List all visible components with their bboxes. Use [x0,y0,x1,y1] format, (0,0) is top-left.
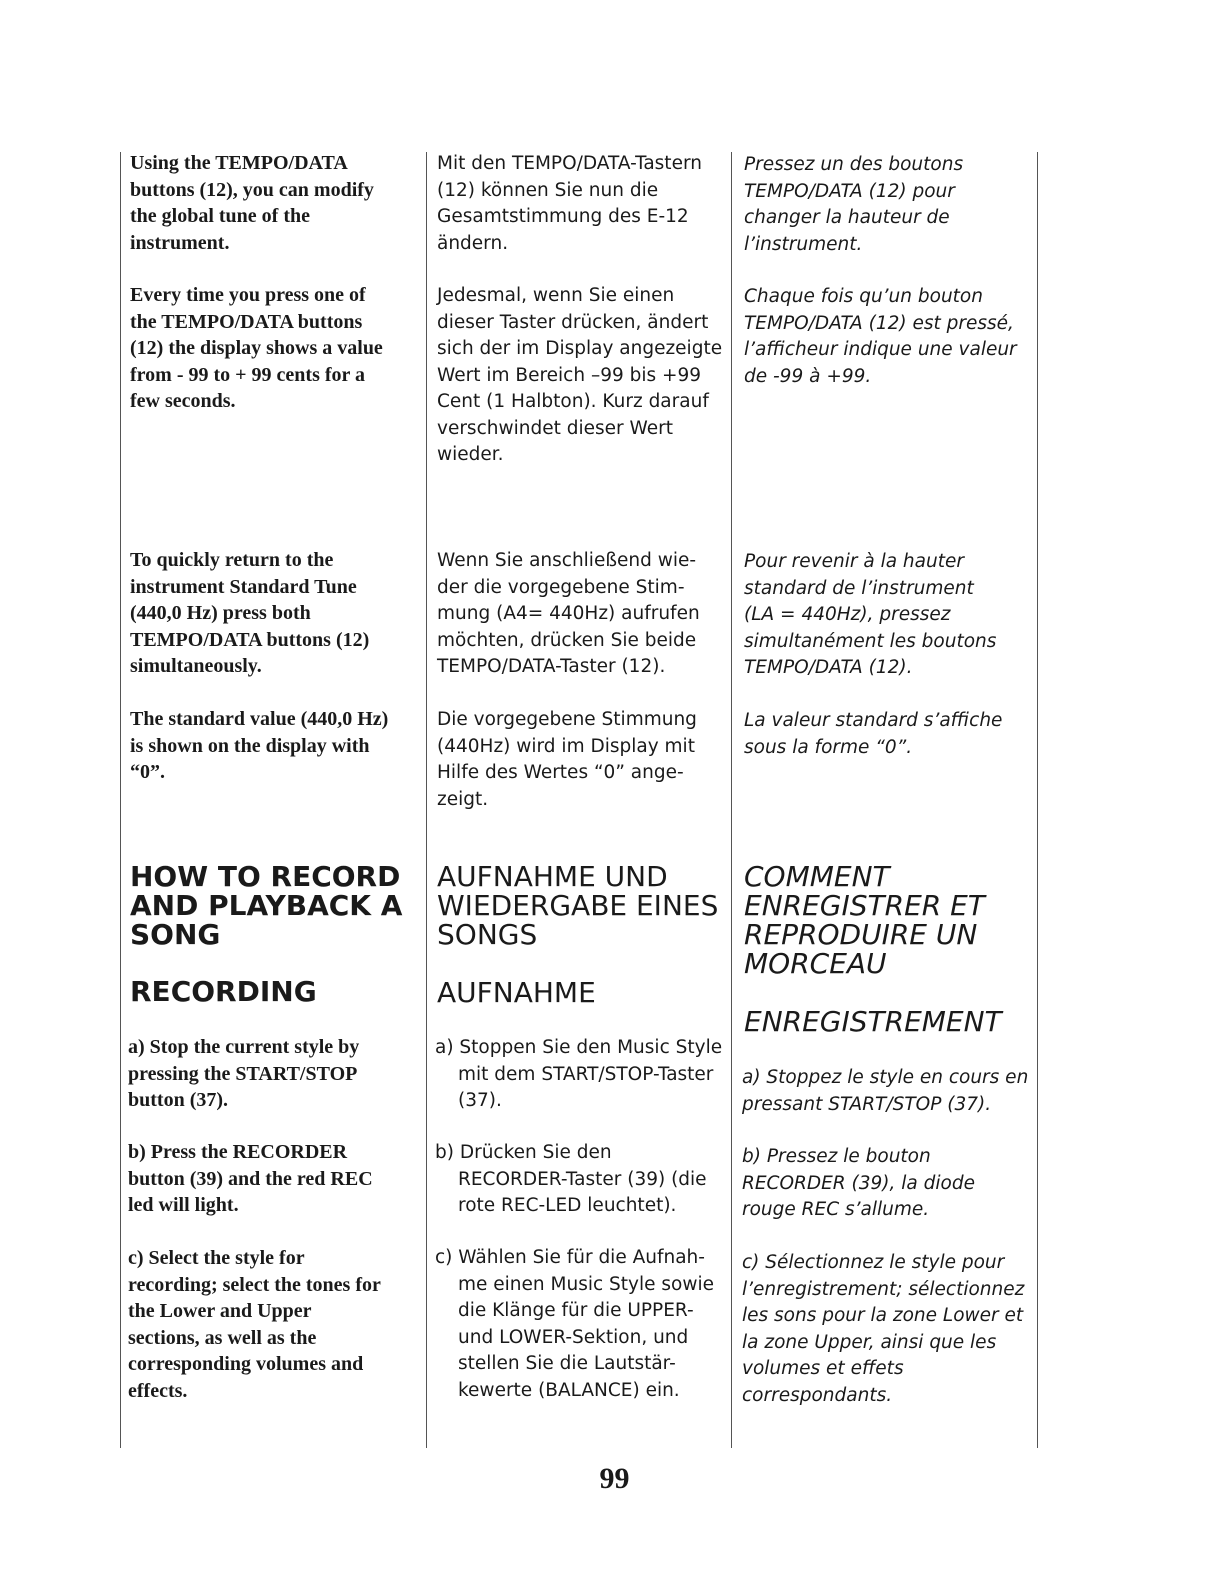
de-record-steps-b [435,1140,725,1220]
column-rule-2 [731,152,732,1448]
en-standard-intro [130,547,422,680]
en-step-a: a) Stop the current style by pressing the START/STOP button (37). [128,1036,360,1111]
de-tune-intro [437,151,727,257]
de-record-steps-c [435,1245,725,1404]
en-step-c: c) Select the style for recording; select the tones for the Lower and Upper sections, as well as the corresponding volumes and effects. [128,1247,381,1402]
en-step-b: b) Press the RECORDER button (39) and the red REC led will light. [128,1141,373,1216]
en-record-subheading: RECORDING [130,975,317,1008]
fr-record-steps-a [742,1065,1032,1118]
de-tune-p2: Jedesmal, wenn Sie einen dieser Taster drücken, ändert sich der im Display angezeigte Wert im Bereich –99 bis +99 Cent (1 Halbton). Kurz darauf verschwindet dieser Wert wieder. [437,285,723,465]
de-record-steps-a [435,1035,725,1115]
de-tune-p1: Mit den TEMPO/DATA-Tastern (12) können Sie nun die Gesamtstimmung des E-12 ändern. [437,153,702,254]
column-rule-left [120,152,121,1448]
page-number: 99 [599,1462,630,1495]
de-step-c: c) Wählen Sie für die Aufnah- me einen Music Style sowie die Klänge für die UPPER- und LOWER-Sektion, und stellen Sie die Lautstär- kewerte (BALANCE) ein. [435,1247,714,1401]
en-standard-p2: The standard value (440,0 Hz) is shown on the display with “0”. [130,708,389,783]
fr-step-c: c) Sélectionnez le style pour l’enregistrement; sélectionnez les sons pour la zone Lower et la zone Upper, ainsi que les volumes et effets correspondants. [742,1252,1025,1406]
fr-tune-detail [744,284,1034,390]
fr-record-heading: COMMENT ENREGISTRER ET REPRODUIRE UN MORCEAU [744,860,985,980]
fr-record-subheading: ENREGISTREMENT [744,1005,1002,1038]
de-standard-p2: Die vorgegebene Stimmung (440Hz) wird im Display mit Hilfe des Wertes “0” ange- zeigt. [437,709,697,810]
de-step-b: b) Drücken Sie den RECORDER-Taster (39) (die rote REC-LED leuchtet). [435,1142,707,1216]
en-record-steps-c [128,1245,420,1404]
fr-record-steps-c [742,1250,1032,1409]
en-tune-intro [130,150,422,256]
column-rule-1 [426,152,427,1448]
en-tune-p2: Every time you press one of the TEMPO/DATA buttons (12) the display shows a value from - 99 to + 99 cents for a few seconds. [130,284,383,412]
fr-standard-p1: Pour revenir à la hauter standard de l’instrument (LA = 440Hz), pressez simultanément les boutons TEMPO/DATA (12). [744,551,997,678]
en-tune-p1: Using the TEMPO/DATA buttons (12), you can modify the global tune of the instrument. [130,152,374,254]
fr-step-a: a) Stoppez le style en cours en pressant START/STOP (37). [742,1067,1029,1115]
de-step-a: a) Stoppen Sie den Music Style mit dem START/STOP-Taster (37). [435,1037,723,1111]
column-rule-right [1037,152,1038,1448]
fr-standard-detail [744,708,1034,761]
de-standard-p1: Wenn Sie anschließend wie- der die vorgegebene Stim- mung (A4= 440Hz) aufrufen möchten, drücken Sie beide TEMPO/DATA-Taster (12). [437,550,700,677]
fr-tune-p1: Pressez un des boutons TEMPO/DATA (12) pour changer la hauteur de l’instrument. [744,154,964,255]
de-record-subheading: AUFNAHME [437,976,596,1009]
en-record-steps-b [128,1139,420,1219]
en-standard-p1: To quickly return to the instrument Standard Tune (440,0 Hz) press both TEMPO/DATA buttons (12) simultaneously. [130,549,370,677]
de-standard-detail [437,707,727,813]
en-record-steps [128,1034,420,1114]
fr-record-steps-b [742,1144,1032,1224]
de-record-heading: AUFNAHME UND WIEDERGABE EINES SONGS [437,860,719,951]
de-standard-intro [437,548,727,681]
fr-tune-p2: Chaque fois qu’un bouton TEMPO/DATA (12) est pressé, l’afficheur indique une valeur de -99 à +99. [744,286,1017,387]
en-tune-detail [130,282,422,415]
fr-tune-intro [744,152,1034,258]
de-tune-detail [437,283,727,469]
fr-standard-intro [744,549,1034,682]
fr-step-b: b) Pressez le bouton RECORDER (39), la diode rouge REC s’allume. [742,1146,975,1220]
en-standard-detail [130,706,422,786]
en-record-heading: HOW TO RECORD AND PLAYBACK A SONG [130,860,403,951]
fr-standard-p2: La valeur standard s’affiche sous la forme “0”. [744,710,1003,758]
